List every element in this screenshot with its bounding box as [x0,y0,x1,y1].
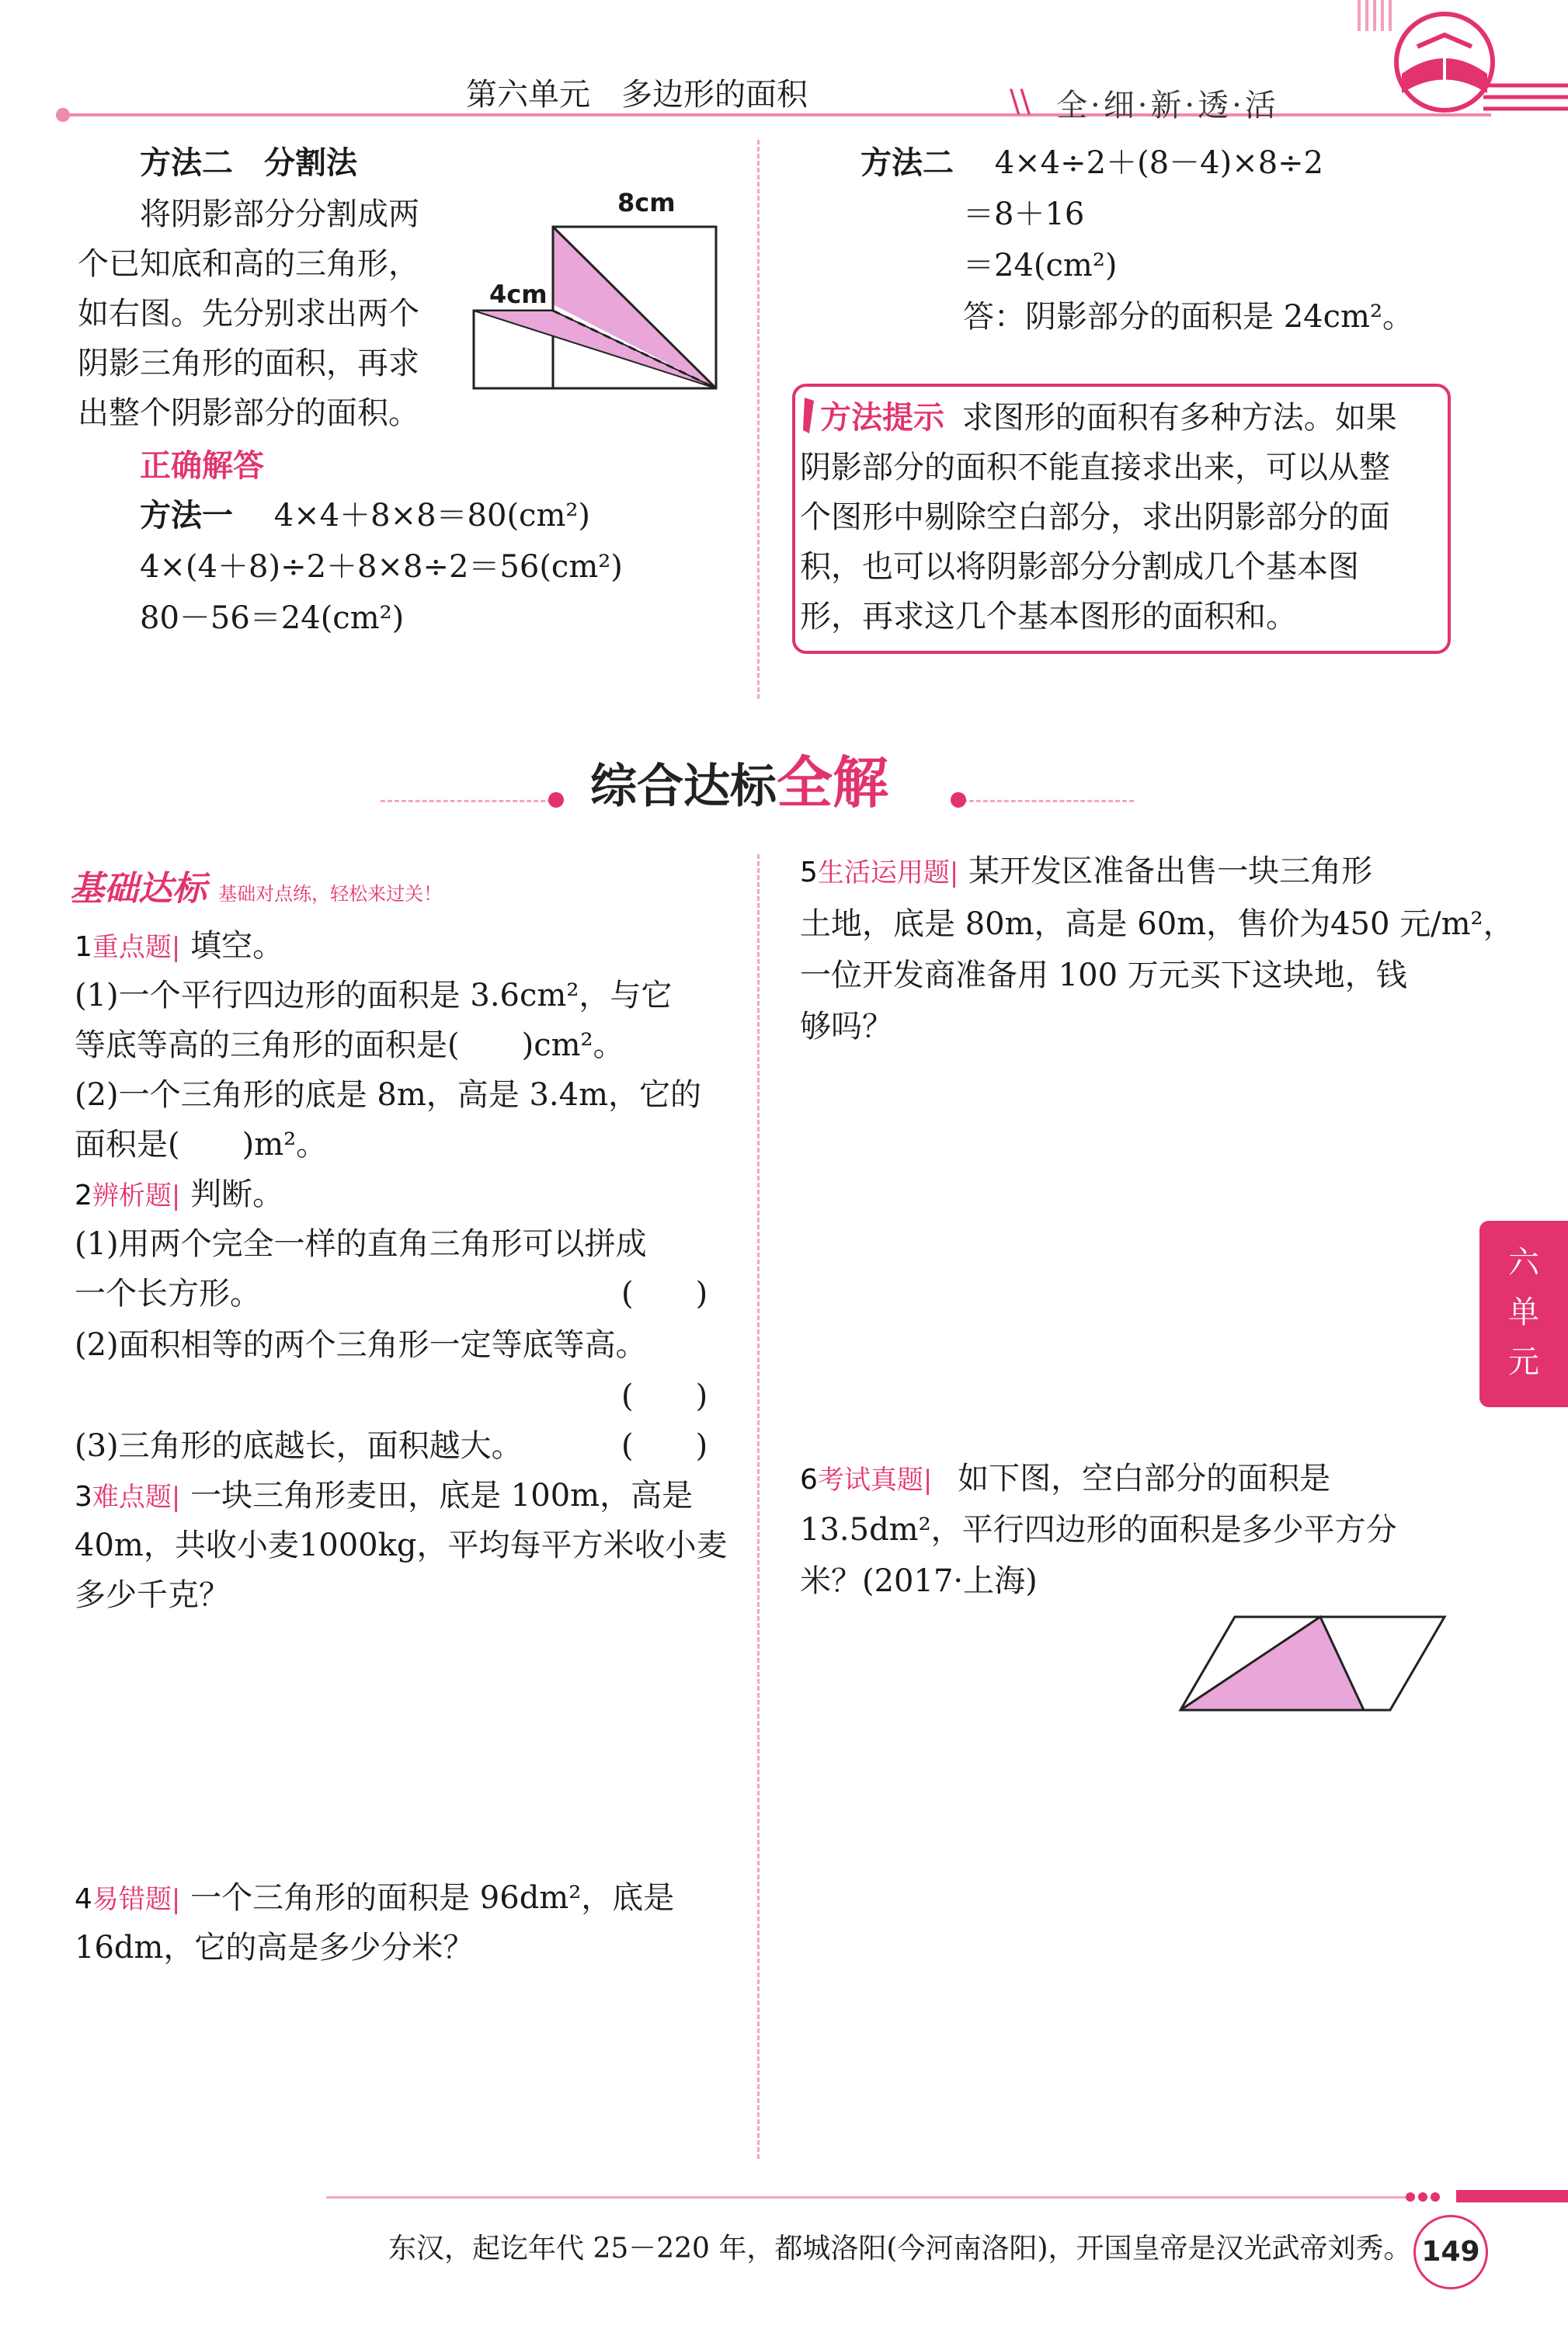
slogan: 全·细·新·透·活 [1056,88,1279,123]
question-number: 1 [75,931,92,963]
question-first-line: 某开发区准备出售一块三角形 [968,853,1373,889]
slash-decoration: \\ [1010,84,1031,120]
question-number: 2 [75,1180,92,1211]
basic-banner-subtitle: 基础对点练，轻松来过关！ [218,883,443,905]
question-title: 填空。 [190,928,284,964]
method-tip [800,393,1437,641]
question-1-head: 1重点题| 填空。 [75,921,283,972]
question-line: (2)一个三角形的底是 8m，高是 3.4m，它的 [75,1077,702,1113]
method1-label: 方法一 [140,498,233,534]
section-title [590,738,888,819]
section-title-main: 综合达标 [590,760,777,814]
question-tag: 重点题 [92,932,172,963]
question-number: 4 [75,1883,92,1915]
question-line: 够吗？ [800,1009,893,1045]
question-5-head: 5生活运用题| 某开发区准备出售一块三角形 [800,846,1372,898]
question-number: 3 [75,1481,92,1513]
question-4-head: 4易错题| 一个三角形的面积是 96dm²，底是 [75,1873,674,1924]
side-tab-char: 元 [1508,1344,1539,1380]
tip-line: 积，也可以将阴影部分分割成几个基本图 [800,549,1359,585]
right-method2-line2: ＝8＋16 [963,196,1085,232]
method1-line3: 80－56＝24(cm²) [140,600,405,636]
question-line: (3)三角形的底越长，面积越大。 [75,1428,523,1464]
question-title: 判断。 [190,1177,284,1212]
question-tag: 辨析题 [92,1180,172,1211]
square-diagram [466,188,730,396]
unit-side-tab [1479,1221,1568,1407]
question-first-line: 一个三角形的面积是 96dm²，底是 [190,1880,675,1916]
diagram-label-8cm: 8cm [617,188,676,217]
method1-line1 [140,491,590,541]
question-number: 5 [800,857,818,888]
question-tag: 难点题 [92,1482,172,1513]
method2-explanation [78,189,419,438]
question-2-head: 2辨析题| 判断。 [75,1170,283,1221]
unit-title: 第六单元 多边形的面积 [466,77,808,113]
side-tab-char: 单 [1508,1295,1539,1330]
text-line: 阴影三角形的面积，再求 [78,346,419,381]
right-method2-line1 [860,138,1323,188]
question-tag: 生活运用题 [817,857,950,888]
correct-answer-title: 正确解答 [140,448,264,484]
side-tab-char: 六 [1508,1245,1539,1281]
text-line: 如右图。先分别求出两个 [78,296,419,332]
section-rule-left [381,800,559,802]
footer-bar [1456,2190,1568,2202]
tip-line: 阴影部分的面积不能直接求出来，可以从整 [800,450,1390,485]
question-line: 等底等高的三角形的面积是( )cm²。 [75,1027,624,1063]
column-divider-top [757,140,760,699]
section-dot-right [951,792,966,808]
question-line: 一个长方形。 [75,1276,261,1312]
question-line: 米？(2017·上海) [800,1563,1038,1599]
text-line: 个已知底和高的三角形， [78,246,419,282]
question-tag: 易错题 [92,1884,172,1915]
section-rule-right [955,800,1134,802]
header-rule-dot [56,108,70,122]
question-line: (1)用两个完全一样的直角三角形可以拼成 [75,1226,647,1262]
question-line: 13.5dm²，平行四边形的面积是多少平方分 [800,1512,1397,1548]
basic-banner [70,860,442,910]
question-first-line: 一块三角形麦田，底是 100m，高是 [190,1478,694,1514]
footer-dots [1406,2190,1440,2205]
diagram-label-4cm: 4cm [489,280,548,309]
tip-title: 方法提示 [820,400,944,436]
question-line: 16dm，它的高是多少分米？ [75,1930,475,1966]
method1-formula: 4×4＋8×8＝80(cm²) [273,498,591,534]
parallelogram-diagram [1173,1608,1452,1716]
section-title-accent: 全解 [777,750,889,815]
judge-paren: ( ) [621,1276,708,1312]
question-line: 一位开发商准备用 100 万元买下这块地，钱 [800,958,1407,993]
question-line: (1)一个平行四边形的面积是 3.6cm²，与它 [75,978,673,1013]
judge-paren: ( ) [621,1428,708,1464]
question-line: 40m，共收小麦1000kg，平均每平方米收小麦 [75,1528,728,1563]
right-method2-line3: ＝24(cm²) [963,248,1118,283]
pencil-icon [800,398,817,436]
question-first-line: 如下图，空白部分的面积是 [958,1461,1331,1496]
tip-line: 形，再求这几个基本图形的面积和。 [800,599,1297,634]
question-line: (2)面积相等的两个三角形一定等底等高。 [75,1327,647,1363]
question-line: 面积是( )m²。 [75,1127,328,1163]
footer-rule [326,2196,1413,2199]
question-6-head: 6考试真题| 如下图，空白部分的面积是 [800,1454,1330,1505]
footer-note: 东汉，起讫年代 25－220 年，都城洛阳(今河南洛阳)，开国皇帝是汉光武帝刘秀。 [388,2233,1412,2265]
book-logo-icon [1344,0,1568,124]
header [0,0,1568,124]
question-tag: 考试真题 [817,1465,923,1496]
text-line: 将阴影部分分割成两 [140,196,419,232]
judge-paren: ( ) [621,1378,708,1414]
question-line: 土地，底是 80m，高是 60m，售价为450 元/m²， [800,906,1514,942]
basic-banner-title: 基础达标 [70,869,207,909]
question-3-head: 3难点题| 一块三角形麦田，底是 100m，高是 [75,1471,693,1522]
question-line: 多少千克？ [75,1577,230,1613]
tip-line: 个图形中剔除空白部分，求出阴影部分的面 [800,499,1390,535]
page-number-badge [1413,2215,1488,2289]
method1-line2: 4×(4＋8)÷2＋8×8÷2＝56(cm²) [140,549,623,585]
tip-line: 求图形的面积有多种方法。如果 [961,400,1397,436]
right-method2-formula: 4×4÷2＋(8－4)×8÷2 [994,145,1324,181]
question-number: 6 [800,1464,818,1496]
section-dot-left [548,792,564,808]
page-number: 149 [1421,2236,1480,2268]
right-answer: 答：阴影部分的面积是 24cm²。 [963,299,1413,335]
column-divider-bottom [757,854,760,2159]
right-method2-label: 方法二 [860,145,954,181]
method2-title: 方法二 分割法 [140,145,357,181]
text-line: 出整个阴影部分的面积。 [78,395,419,431]
